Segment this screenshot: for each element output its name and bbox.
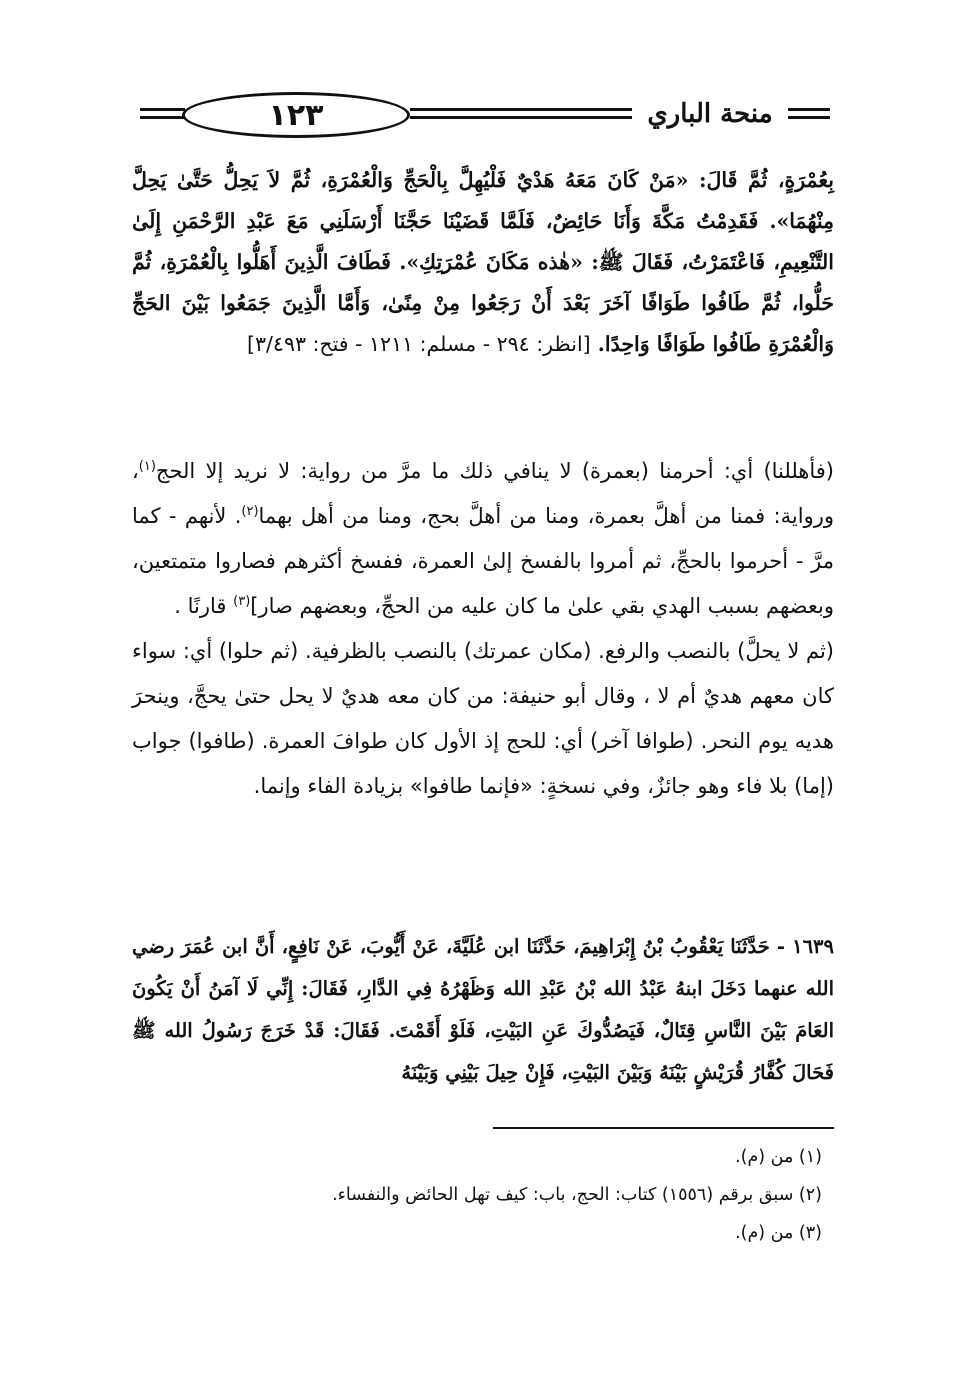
commentary-paragraph-2: (ثم لا يحلَّ) بالنصب والرفع. (مكان عمرتك) بالنصب بالظرفية. (ثم حلوا) أي: سواء كان معهم هديٌ أم لا ، وقال أبو حنيفة: من كان معه هديٌ لا يحل حتىٰ يحجَّ، وينحرَ هديه يوم النحر. (طوافا آخر) أي: للحج إذ الأول كان طوافَ العمرة. (طافوا) جواب (إما) بلا فاء وهو جائزٌ، وفي نسخةٍ: «فإنما طافوا» بزيادة الفاء وإنما. xyxy=(131,639,834,798)
footnote-2: (٢) سبق برقم (١٥٥٦) كتاب: الحج، باب: كيف تهل الحائض والنفساء. xyxy=(332,1185,822,1205)
commentary-block xyxy=(132,449,834,809)
footnote-marker-3: (٣) xyxy=(233,594,251,609)
page-number-text: ١٢٣ xyxy=(268,97,324,133)
book-title: منحة الباري xyxy=(647,99,773,129)
commentary-text: ، ورواية: فمنا من أهلَّ بعمرة، ومنا من أهلَّ بحج، ومنا من أهل بهما xyxy=(132,459,834,528)
hadith-text-block xyxy=(132,160,834,365)
footnote-marker-2: (٢) xyxy=(241,504,259,519)
footnote-separator xyxy=(493,1127,834,1129)
header-rule-right xyxy=(788,108,830,124)
page-number xyxy=(182,92,410,138)
footnote-marker-1: (١) xyxy=(138,459,156,474)
header-rule-left xyxy=(140,108,185,124)
hadith-1639-block xyxy=(132,926,834,1094)
hadith-1639-text: ١٦٣٩ - حَدَّثَنَا يَعْقُوبُ بْنُ إِبْرَاهِيمَ، حَدَّثَنَا ابن عُلَيَّةَ، عَنْ أَيُّوبَ، عَنْ نَافِعٍ، أَنَّ ابن عُمَرَ رضي الله عنهما دَخَلَ ابنهُ عَبْدُ الله بْنُ عَبْدِ الله وَظَهْرُهُ فِي الدَّارِ، فَقَالَ: إِنِّي لَا آمَنُ أَنْ يَكُونَ العَامَ بَيْنَ النَّاسِ قِتَالٌ، فَيَصُدُّوكَ عَنِ البَيْتِ، فَلَوْ أَقَمْتَ. فَقَالَ: قَدْ خَرَجَ رَسُولُ الله ﷺ فَحَالَ كُفَّارُ قُرَيْشٍ بَيْنَهُ وَبَيْنَ البَيْتِ، فَإِنْ حِيلَ بَيْنِي وَبَيْنَهُ xyxy=(132,935,834,1084)
commentary-text: (فأهللنا) أي: أحرمنا (بعمرة) لا ينافي ذلك ما مرَّ من رواية: لا نريد إلا الحج xyxy=(155,459,834,483)
commentary-text: قارنًا . xyxy=(174,594,234,618)
hadith-reference: [انظر: ٢٩٤ - مسلم: ١٢١١ - فتح: ٣/٤٩٣] xyxy=(247,332,591,356)
running-header xyxy=(140,86,830,146)
header-rule-middle xyxy=(410,108,632,124)
footnote-1: (١) من (م). xyxy=(735,1147,822,1167)
commentary-text: . لأنهم - كما مرَّ - أحرموا بالحجِّ، ثم أمروا بالفسخ إلىٰ العمرة، ففسخ أكثرهم فصاروا متمتعين، وبعضهم بسبب الهدي بقي علىٰ ما كان عليه من الحجِّ، وبعضهم صار] xyxy=(132,504,834,618)
footnotes xyxy=(132,1138,834,1252)
footnote-3: (٣) من (م). xyxy=(735,1223,822,1243)
commentary-paragraph-1 xyxy=(132,449,834,629)
hadith-text: بِعُمْرَةٍ، ثُمَّ قَالَ: «مَنْ كَانَ مَعَهُ هَدْيٌ فَلْيُهِلَّ بِالْحَجِّ وَالْعُمْرَةِ، ثُمَّ لاَ يَحِلُّ حَتَّىٰ يَحِلَّ مِنْهُمَا». فَقَدِمْتُ مَكَّةَ وَأَنَا حَائِضٌ، فَلَمَّا قَضَيْنَا حَجَّنَا أَرْسَلَنِي مَعَ عَبْدِ الرَّحْمَنِ إِلَىٰ التَّنْعِيمِ، فَاعْتَمَرْتُ، فَقَالَ ﷺ: «هٰذه مَكَانَ عُمْرَتِكِ». فَطَافَ الَّذِينَ أَهَلُّوا بِالْعُمْرَةِ، ثُمَّ حَلُّوا، ثُمَّ طَافُوا طَوَافًا آخَرَ بَعْدَ أَنْ رَجَعُوا مِنْ مِنًىٰ، وَأَمَّا الَّذِينَ جَمَعُوا بَيْنَ الحَجِّ وَالْعُمْرَةِ طَافُوا طَوَافًا وَاحِدًا. xyxy=(132,168,834,356)
